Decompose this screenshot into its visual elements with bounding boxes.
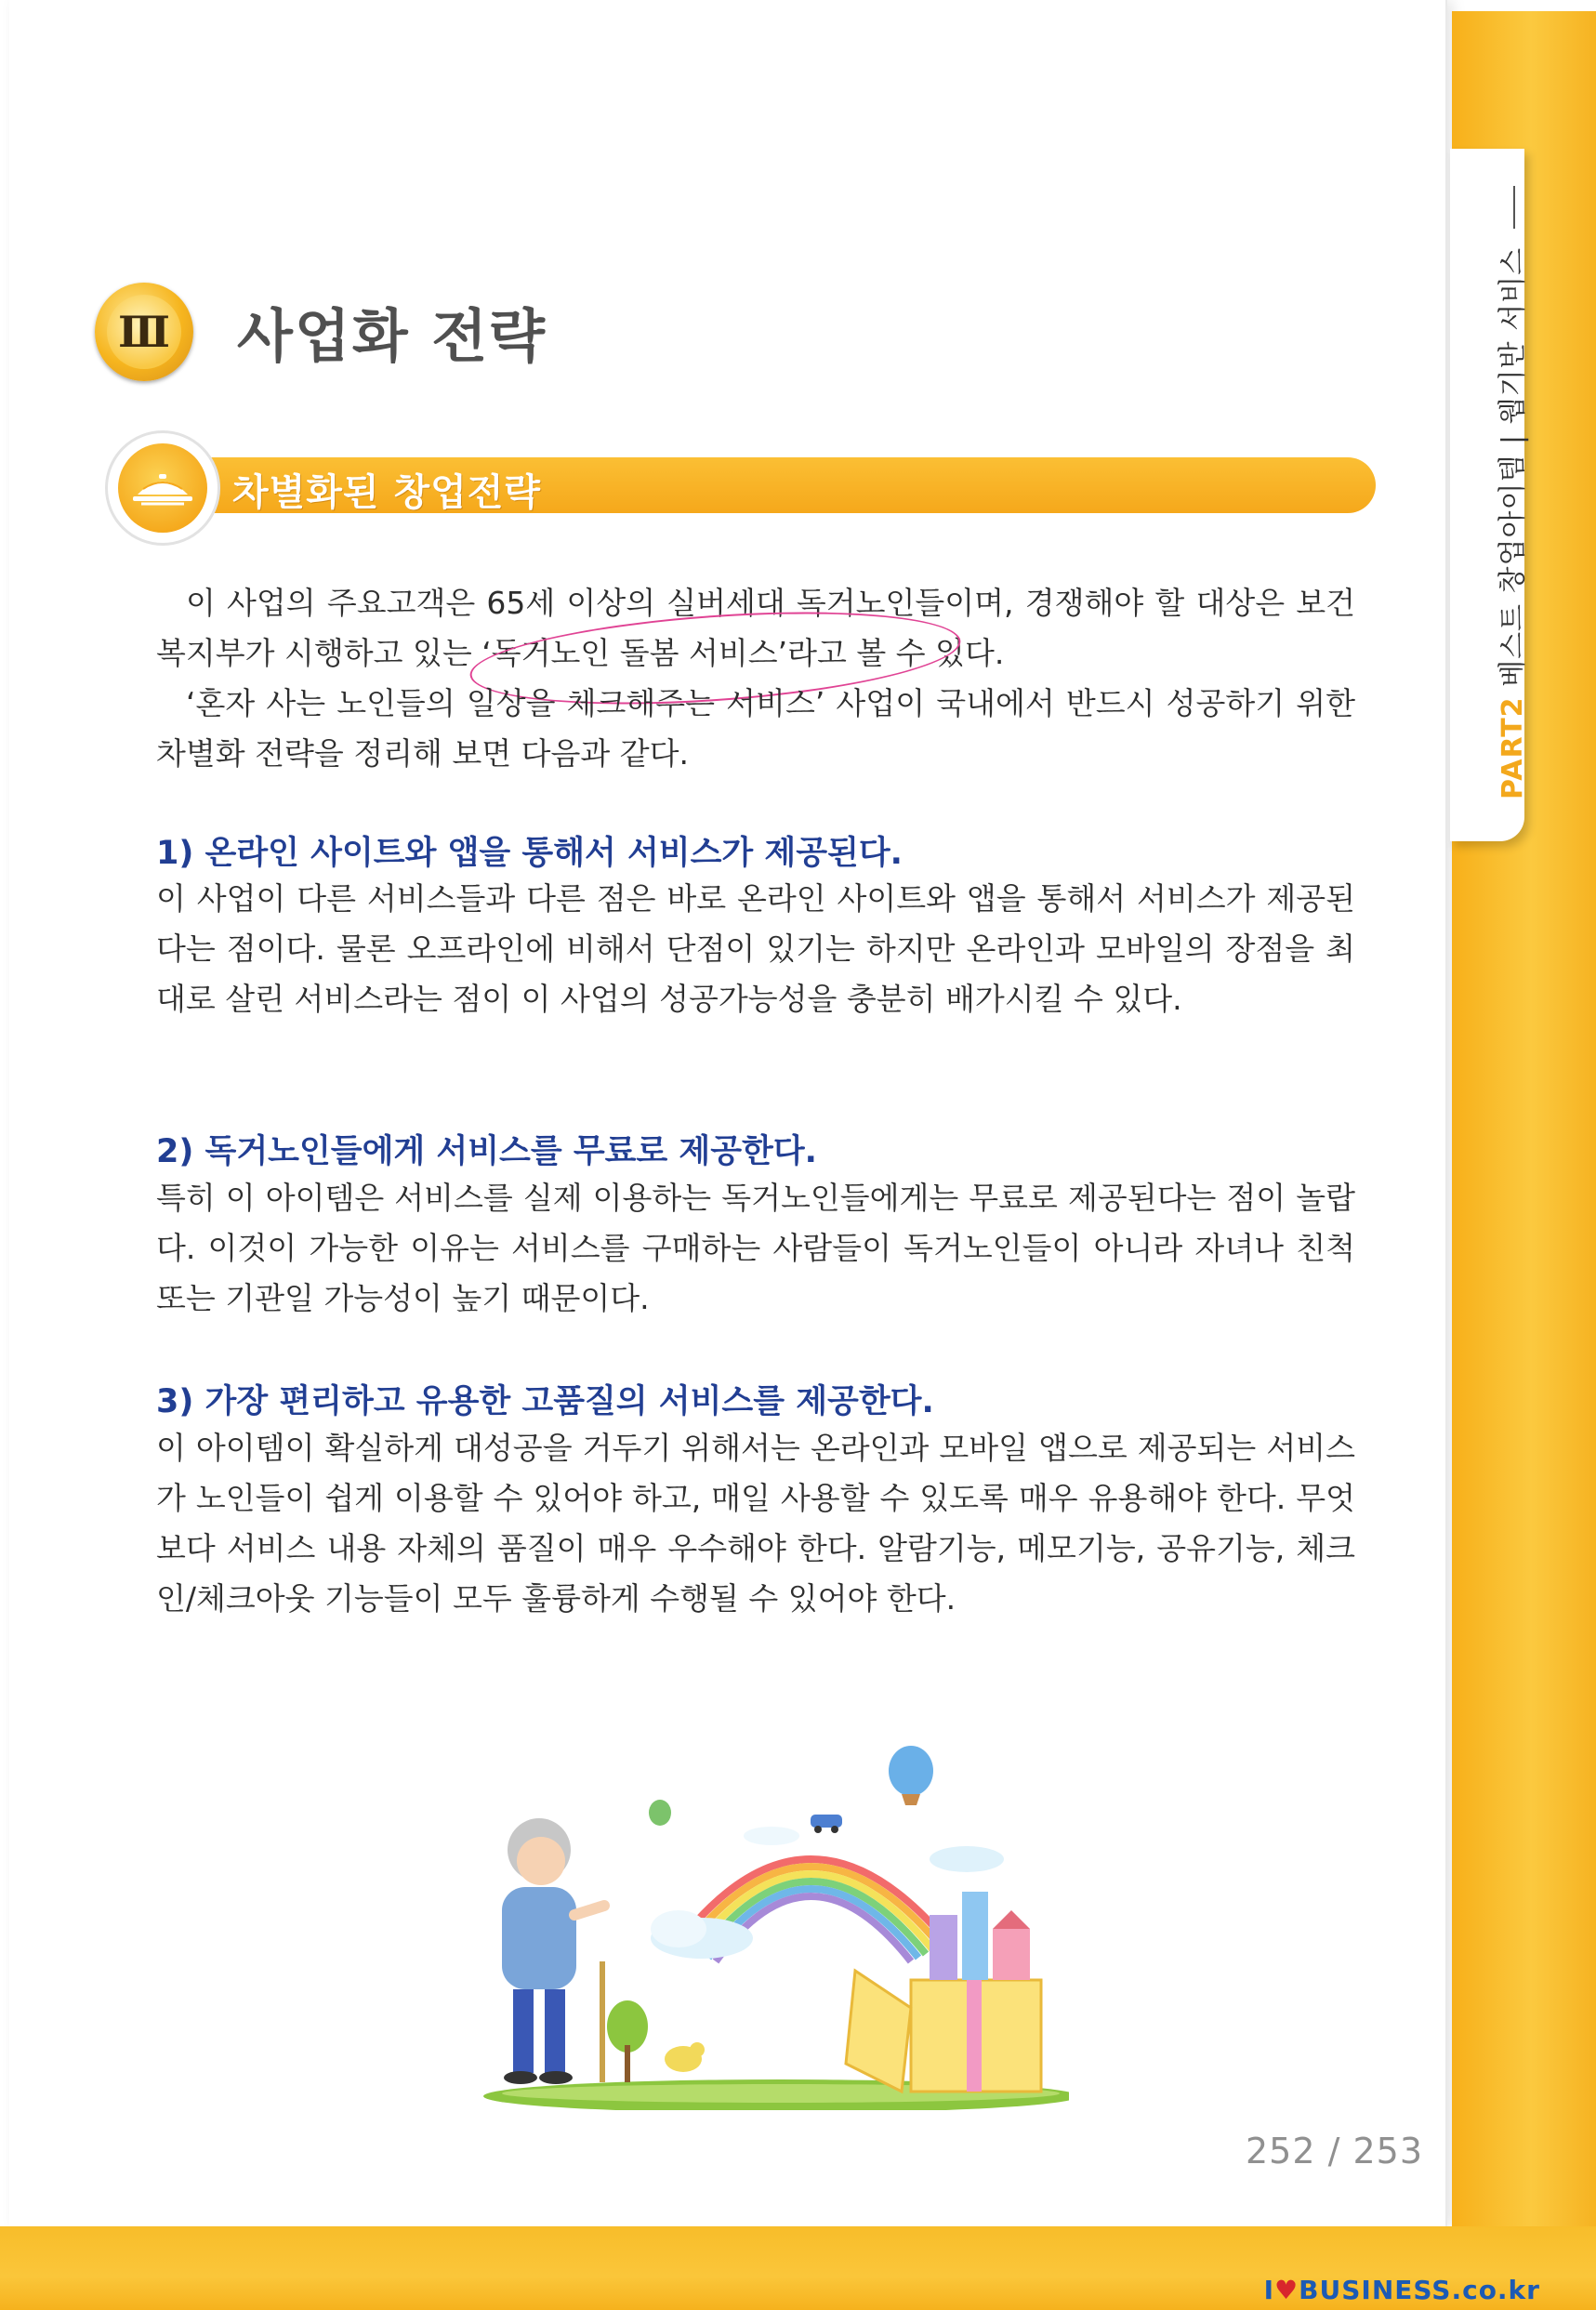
dish-cloche-icon (130, 467, 195, 509)
intro-paragraph-2: ‘혼자 사는 노인들의 일상을 체크해주는 서비스’ 사업이 국내에서 반드시 성공하기 위한 차별화 전략을 정리해 보면 다음과 같다. (156, 685, 1355, 772)
point-1-heading: 1) 온라인 사이트와 앱을 통해서 서비스가 제공된다. (156, 835, 903, 872)
chapter-title-label: 베스트 창업아이템 | 웹기반 서비스 (1497, 246, 1529, 697)
subsection-badge (105, 430, 220, 546)
point-3-heading: 3) 가장 편리하고 유용한 고품질의 서비스를 제공한다. (156, 1383, 934, 1420)
chapter-tab-label (1489, 186, 1530, 799)
footer-brand (1264, 2275, 1540, 2305)
point-2-body: 특히 이 아이템은 서비스를 실제 이용하는 독거노인들에게는 무료로 제공된다는 점이 놀랍다. 이것이 가능한 이유는 서비스를 구매하는 사람들이 독거노인들이 아니라 자녀나 친척 또는 기관일 가능성이 높기 때문이다. (156, 1180, 1355, 1316)
intro-paragraph-1: 이 사업의 주요고객은 65세 이상의 실버세대 독거노인들이며, 경쟁해야 할 대상은 보건복지부가 시행하고 있는 ‘독거노인 돌봄 서비스’라고 볼 수 있다. (156, 585, 1355, 671)
subsection-badge-inner (118, 443, 207, 533)
page-numbers: 252 / 253 (1246, 2131, 1424, 2171)
point-1-body: 이 사업이 다른 서비스들과 다른 점은 바로 온라인 사이트와 앱을 통해서 서비스가 제공된다는 점이다. 물론 오프라인에 비해서 단점이 있기는 하지만 온라인과 모바일의 장점을 최대로 살린 서비스라는 점이 이 사업의 성공가능성을 충분히 배가시킬 수 있다. (156, 880, 1355, 1017)
chapter-rule (1513, 186, 1515, 229)
roman-numeral: Ⅲ (107, 295, 181, 369)
elderly-man-rainbow-illustration (465, 1729, 1069, 2110)
point-2-heading: 2) 독거노인들에게 서비스를 무료로 제공한다. (156, 1133, 817, 1170)
brand-name: BUSINESS.co.kr (1299, 2275, 1540, 2305)
section-title: 사업화 전략 (237, 302, 547, 370)
brand-letter: I (1263, 2275, 1275, 2305)
heart-icon: ♥ (1274, 2275, 1299, 2305)
roman-numeral-badge (95, 283, 193, 381)
subsection-title: 차별화된 창업전략 (232, 471, 542, 514)
chapter-part-label: PART2 (1497, 696, 1529, 799)
point-3-body: 이 아이템이 확실하게 대성공을 거두기 위해서는 온라인과 모바일 앱으로 제공되는 서비스가 노인들이 쉽게 이용할 수 있어야 하고, 매일 사용할 수 있도록 매우 유용해야 한다. 무엇보다 서비스 내용 자체의 품질이 매우 우수해야 한다. 알람기능, 메모기능, 공유기능, 체크인/체크아웃 기능들이 모두 훌륭하게 수행될 수 있어야 한다. (156, 1430, 1355, 1617)
